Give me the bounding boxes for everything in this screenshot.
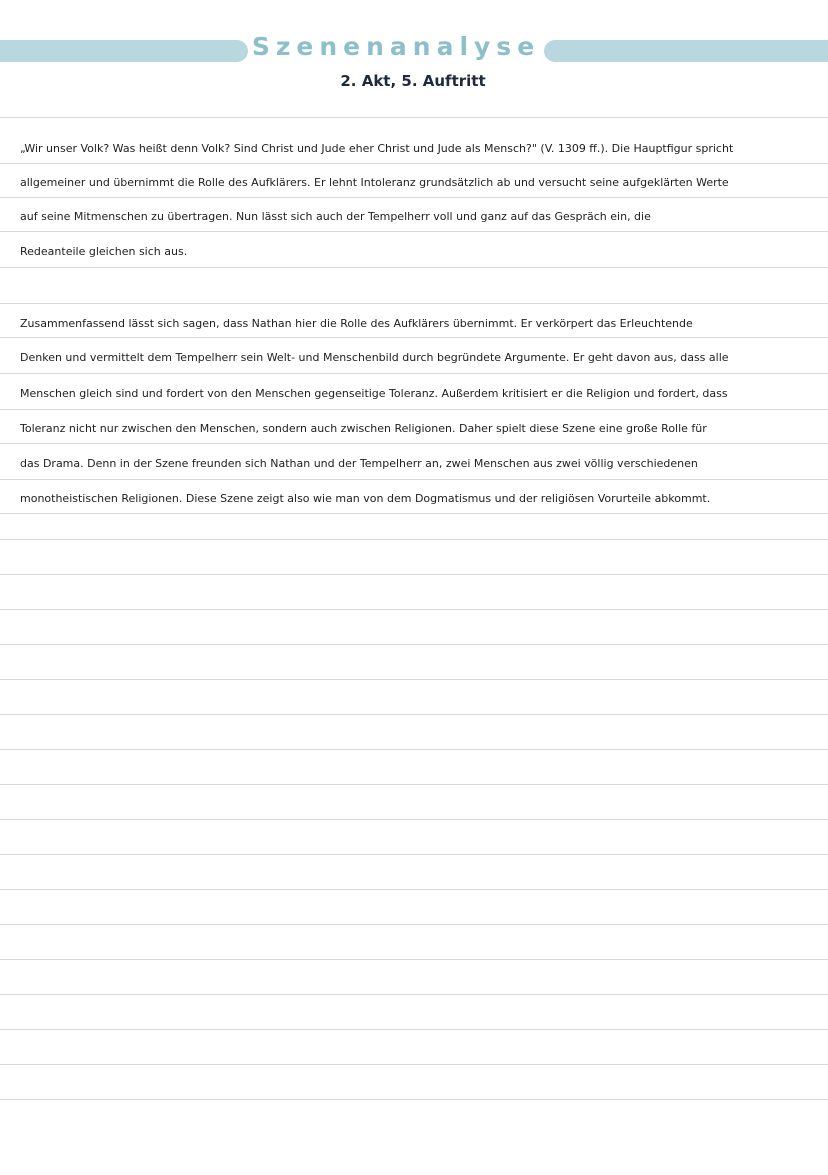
rule-line: [0, 513, 828, 514]
text-line: Denken und vermittelt dem Tempelherr sein Welt- und Menschenbild durch begründete Argumente. Er geht davon aus, dass alle: [20, 351, 729, 364]
rule-line: [0, 443, 828, 444]
rule-line: [0, 337, 828, 338]
rule-line: [0, 644, 828, 645]
rule-line: [0, 117, 828, 118]
header-bar-right: [544, 40, 828, 62]
page-title: Szenenanalyse: [251, 32, 541, 61]
rule-line: [0, 714, 828, 715]
rule-line: [0, 994, 828, 995]
rule-line: [0, 819, 828, 820]
text-line: auf seine Mitmenschen zu übertragen. Nun lässt sich auch der Tempelherr voll und ganz auf das Gespräch ein, die: [20, 210, 651, 223]
rule-line: [0, 479, 828, 480]
rule-line: [0, 231, 828, 232]
rule-line: [0, 197, 828, 198]
text-line: allgemeiner und übernimmt die Rolle des Aufklärers. Er lehnt Intoleranz grundsätzlich ab und versucht seine aufgeklärten Werte: [20, 176, 729, 189]
text-line: Toleranz nicht nur zwischen den Menschen, sondern auch zwischen Religionen. Daher spielt diese Szene eine große Rolle für: [20, 422, 707, 435]
text-line: Menschen gleich sind und fordert von den Menschen gegenseitige Toleranz. Außerdem kritisiert er die Religion und fordert, dass: [20, 387, 728, 400]
rule-line: [0, 679, 828, 680]
text-line: das Drama. Denn in der Szene freunden sich Nathan und der Tempelherr an, zwei Menschen aus zwei völlig verschiedenen: [20, 457, 698, 470]
rule-line: [0, 609, 828, 610]
rule-line: [0, 539, 828, 540]
text-line: Zusammenfassend lässt sich sagen, dass Nathan hier die Rolle des Aufklärers übernimmt. Er verkörpert das Erleuchtende: [20, 317, 693, 330]
rule-line: [0, 959, 828, 960]
rule-line: [0, 784, 828, 785]
rule-line: [0, 574, 828, 575]
rule-line: [0, 1099, 828, 1100]
rule-line: [0, 409, 828, 410]
rule-line: [0, 1029, 828, 1030]
rule-line: [0, 303, 828, 304]
header-bar-left: [0, 40, 248, 62]
rule-line: [0, 163, 828, 164]
text-line: monotheistischen Religionen. Diese Szene zeigt also wie man von dem Dogmatismus und der religiösen Vorurteile abkommt.: [20, 492, 711, 505]
rule-line: [0, 854, 828, 855]
rule-line: [0, 373, 828, 374]
page-subtitle: 2. Akt, 5. Auftritt: [340, 72, 486, 90]
rule-line: [0, 749, 828, 750]
text-line: „Wir unser Volk? Was heißt denn Volk? Sind Christ und Jude eher Christ und Jude als Mensch?" (V. 1309 ff.). Die Hauptfigur spricht: [20, 142, 734, 155]
rule-line: [0, 924, 828, 925]
rule-line: [0, 1064, 828, 1065]
rule-line: [0, 267, 828, 268]
text-line: Redeanteile gleichen sich aus.: [20, 245, 188, 258]
rule-line: [0, 889, 828, 890]
